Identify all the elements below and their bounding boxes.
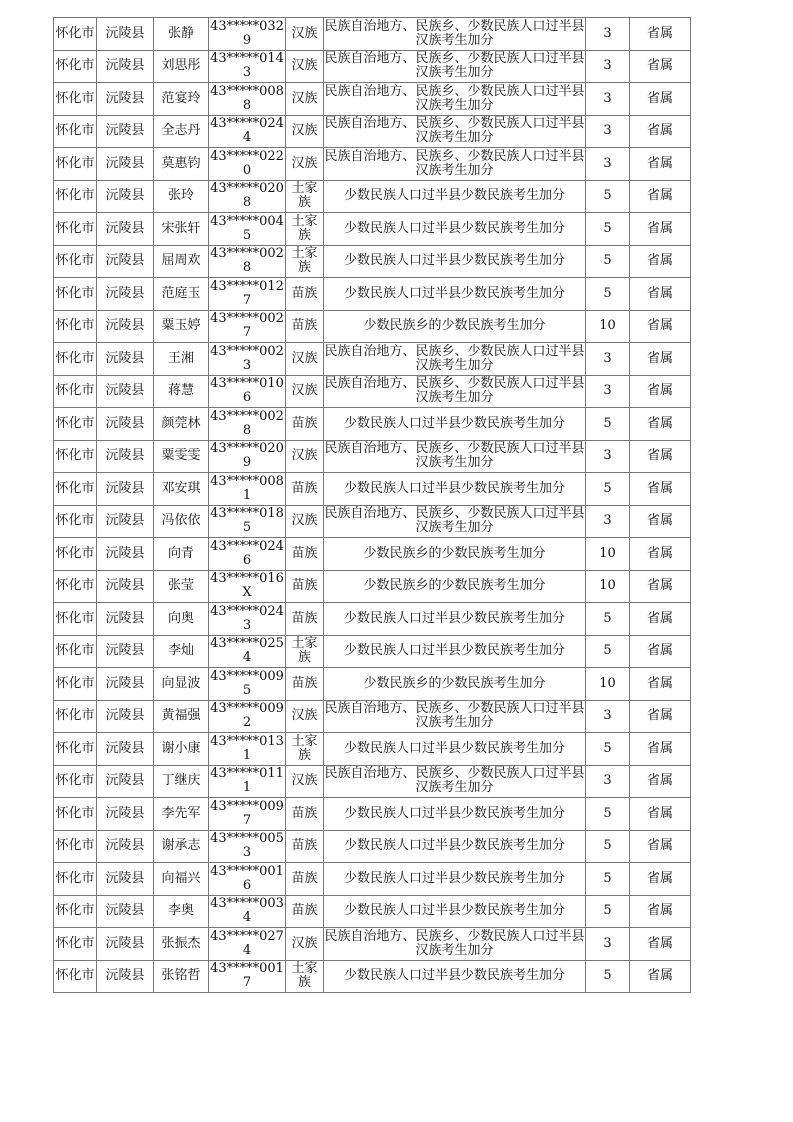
county-cell: 沅陵县: [97, 700, 154, 733]
county-cell: 沅陵县: [97, 310, 154, 343]
name-cell: 邓安琪: [154, 473, 209, 506]
name-cell: 蒋慧: [154, 375, 209, 408]
city-cell: 怀化市: [54, 733, 97, 766]
authority-level-cell: 省属: [630, 115, 691, 148]
name-cell: 刘思彤: [154, 50, 209, 83]
authority-level-cell: 省属: [630, 700, 691, 733]
county-cell: 沅陵县: [97, 635, 154, 668]
county-cell: 沅陵县: [97, 278, 154, 311]
id-number-cell: 43*****016X: [209, 570, 286, 603]
ethnicity-cell: 汉族: [286, 700, 324, 733]
id-number-cell: 43*****0017: [209, 960, 286, 993]
bonus-reason-cell: 少数民族人口过半县少数民族考生加分: [324, 408, 586, 441]
city-cell: 怀化市: [54, 798, 97, 831]
name-cell: 粟雯雯: [154, 440, 209, 473]
county-cell: 沅陵县: [97, 343, 154, 376]
name-cell: 粟玉婷: [154, 310, 209, 343]
bonus-reason-cell: 少数民族人口过半县少数民族考生加分: [324, 278, 586, 311]
bonus-points-cell: 5: [586, 960, 630, 993]
ethnicity-cell: 苗族: [286, 310, 324, 343]
county-cell: 沅陵县: [97, 83, 154, 116]
name-cell: 冯依依: [154, 505, 209, 538]
id-number-cell: 43*****0111: [209, 765, 286, 798]
county-cell: 沅陵县: [97, 50, 154, 83]
name-cell: 全志丹: [154, 115, 209, 148]
city-cell: 怀化市: [54, 50, 97, 83]
bonus-points-cell: 3: [586, 148, 630, 181]
authority-level-cell: 省属: [630, 245, 691, 278]
ethnicity-cell: 土家族: [286, 733, 324, 766]
id-number-cell: 43*****0208: [209, 180, 286, 213]
ethnicity-cell: 苗族: [286, 473, 324, 506]
id-number-cell: 43*****0274: [209, 928, 286, 961]
ethnicity-cell: 土家族: [286, 635, 324, 668]
bonus-points-cell: 5: [586, 603, 630, 636]
county-cell: 沅陵县: [97, 505, 154, 538]
name-cell: 颜莞林: [154, 408, 209, 441]
bonus-points-cell: 3: [586, 18, 630, 51]
table-row: [54, 863, 691, 896]
name-cell: 张静: [154, 18, 209, 51]
table-row: [54, 895, 691, 928]
bonus-points-cell: 3: [586, 50, 630, 83]
table-row: [54, 408, 691, 441]
name-cell: 向福兴: [154, 863, 209, 896]
city-cell: 怀化市: [54, 895, 97, 928]
id-number-cell: 43*****0053: [209, 830, 286, 863]
city-cell: 怀化市: [54, 148, 97, 181]
bonus-points-table: [53, 17, 691, 993]
id-number-cell: 43*****0143: [209, 50, 286, 83]
city-cell: 怀化市: [54, 765, 97, 798]
bonus-reason-cell: 少数民族人口过半县少数民族考生加分: [324, 635, 586, 668]
bonus-reason-cell: 少数民族人口过半县少数民族考生加分: [324, 473, 586, 506]
authority-level-cell: 省属: [630, 798, 691, 831]
county-cell: 沅陵县: [97, 830, 154, 863]
county-cell: 沅陵县: [97, 440, 154, 473]
bonus-points-cell: 5: [586, 635, 630, 668]
bonus-points-cell: 3: [586, 115, 630, 148]
id-number-cell: 43*****0023: [209, 343, 286, 376]
authority-level-cell: 省属: [630, 50, 691, 83]
name-cell: 丁继庆: [154, 765, 209, 798]
table-row: [54, 538, 691, 571]
id-number-cell: 43*****0127: [209, 278, 286, 311]
bonus-reason-cell: 少数民族乡的少数民族考生加分: [324, 310, 586, 343]
authority-level-cell: 省属: [630, 928, 691, 961]
authority-level-cell: 省属: [630, 440, 691, 473]
authority-level-cell: 省属: [630, 830, 691, 863]
ethnicity-cell: 汉族: [286, 375, 324, 408]
bonus-reason-cell: 少数民族乡的少数民族考生加分: [324, 538, 586, 571]
table-row: [54, 18, 691, 51]
bonus-points-cell: 3: [586, 765, 630, 798]
county-cell: 沅陵县: [97, 180, 154, 213]
county-cell: 沅陵县: [97, 473, 154, 506]
table-row: [54, 700, 691, 733]
ethnicity-cell: 苗族: [286, 830, 324, 863]
city-cell: 怀化市: [54, 115, 97, 148]
bonus-points-cell: 5: [586, 798, 630, 831]
ethnicity-cell: 苗族: [286, 570, 324, 603]
bonus-points-cell: 5: [586, 895, 630, 928]
bonus-reason-cell: 少数民族人口过半县少数民族考生加分: [324, 733, 586, 766]
bonus-reason-cell: 民族自治地方、民族乡、少数民族人口过半县汉族考生加分: [324, 440, 586, 473]
city-cell: 怀化市: [54, 668, 97, 701]
city-cell: 怀化市: [54, 603, 97, 636]
id-number-cell: 43*****0095: [209, 668, 286, 701]
name-cell: 屈周欢: [154, 245, 209, 278]
authority-level-cell: 省属: [630, 408, 691, 441]
city-cell: 怀化市: [54, 408, 97, 441]
bonus-reason-cell: 民族自治地方、民族乡、少数民族人口过半县汉族考生加分: [324, 928, 586, 961]
table-row: [54, 830, 691, 863]
authority-level-cell: 省属: [630, 375, 691, 408]
name-cell: 李先军: [154, 798, 209, 831]
ethnicity-cell: 汉族: [286, 83, 324, 116]
bonus-reason-cell: 少数民族人口过半县少数民族考生加分: [324, 180, 586, 213]
bonus-points-cell: 5: [586, 733, 630, 766]
table-row: [54, 505, 691, 538]
ethnicity-cell: 土家族: [286, 245, 324, 278]
city-cell: 怀化市: [54, 830, 97, 863]
bonus-reason-cell: 民族自治地方、民族乡、少数民族人口过半县汉族考生加分: [324, 343, 586, 376]
authority-level-cell: 省属: [630, 733, 691, 766]
table-row: [54, 245, 691, 278]
authority-level-cell: 省属: [630, 213, 691, 246]
id-number-cell: 43*****0028: [209, 408, 286, 441]
ethnicity-cell: 土家族: [286, 180, 324, 213]
county-cell: 沅陵县: [97, 798, 154, 831]
table-row: [54, 148, 691, 181]
city-cell: 怀化市: [54, 180, 97, 213]
authority-level-cell: 省属: [630, 18, 691, 51]
city-cell: 怀化市: [54, 245, 97, 278]
bonus-reason-cell: 民族自治地方、民族乡、少数民族人口过半县汉族考生加分: [324, 83, 586, 116]
table-row: [54, 473, 691, 506]
bonus-points-cell: 3: [586, 928, 630, 961]
table-row: [54, 960, 691, 993]
id-number-cell: 43*****0131: [209, 733, 286, 766]
id-number-cell: 43*****0244: [209, 115, 286, 148]
ethnicity-cell: 苗族: [286, 408, 324, 441]
city-cell: 怀化市: [54, 440, 97, 473]
authority-level-cell: 省属: [630, 538, 691, 571]
table-row: [54, 213, 691, 246]
county-cell: 沅陵县: [97, 115, 154, 148]
bonus-points-cell: 5: [586, 180, 630, 213]
authority-level-cell: 省属: [630, 180, 691, 213]
authority-level-cell: 省属: [630, 895, 691, 928]
city-cell: 怀化市: [54, 570, 97, 603]
ethnicity-cell: 汉族: [286, 505, 324, 538]
table-row: [54, 635, 691, 668]
ethnicity-cell: 汉族: [286, 765, 324, 798]
name-cell: 张铭哲: [154, 960, 209, 993]
name-cell: 张玲: [154, 180, 209, 213]
name-cell: 宋张轩: [154, 213, 209, 246]
table-row: [54, 798, 691, 831]
bonus-reason-cell: 少数民族人口过半县少数民族考生加分: [324, 895, 586, 928]
ethnicity-cell: 苗族: [286, 863, 324, 896]
id-number-cell: 43*****0028: [209, 245, 286, 278]
authority-level-cell: 省属: [630, 863, 691, 896]
county-cell: 沅陵县: [97, 408, 154, 441]
county-cell: 沅陵县: [97, 895, 154, 928]
authority-level-cell: 省属: [630, 278, 691, 311]
bonus-points-cell: 5: [586, 408, 630, 441]
bonus-reason-cell: 少数民族人口过半县少数民族考生加分: [324, 960, 586, 993]
id-number-cell: 43*****0185: [209, 505, 286, 538]
bonus-reason-cell: 民族自治地方、民族乡、少数民族人口过半县汉族考生加分: [324, 765, 586, 798]
ethnicity-cell: 汉族: [286, 440, 324, 473]
city-cell: 怀化市: [54, 473, 97, 506]
ethnicity-cell: 汉族: [286, 928, 324, 961]
county-cell: 沅陵县: [97, 148, 154, 181]
id-number-cell: 43*****0045: [209, 213, 286, 246]
name-cell: 黄福强: [154, 700, 209, 733]
id-number-cell: 43*****0092: [209, 700, 286, 733]
county-cell: 沅陵县: [97, 928, 154, 961]
authority-level-cell: 省属: [630, 603, 691, 636]
ethnicity-cell: 苗族: [286, 278, 324, 311]
county-cell: 沅陵县: [97, 570, 154, 603]
ethnicity-cell: 土家族: [286, 960, 324, 993]
bonus-points-cell: 10: [586, 310, 630, 343]
name-cell: 李灿: [154, 635, 209, 668]
city-cell: 怀化市: [54, 18, 97, 51]
id-number-cell: 43*****0243: [209, 603, 286, 636]
bonus-points-cell: 5: [586, 830, 630, 863]
authority-level-cell: 省属: [630, 310, 691, 343]
ethnicity-cell: 汉族: [286, 115, 324, 148]
name-cell: 向奥: [154, 603, 209, 636]
id-number-cell: 43*****0016: [209, 863, 286, 896]
authority-level-cell: 省属: [630, 505, 691, 538]
table-row: [54, 278, 691, 311]
authority-level-cell: 省属: [630, 635, 691, 668]
table-row: [54, 733, 691, 766]
bonus-points-cell: 3: [586, 700, 630, 733]
county-cell: 沅陵县: [97, 733, 154, 766]
city-cell: 怀化市: [54, 505, 97, 538]
bonus-points-cell: 3: [586, 83, 630, 116]
city-cell: 怀化市: [54, 375, 97, 408]
name-cell: 范庭玉: [154, 278, 209, 311]
county-cell: 沅陵县: [97, 245, 154, 278]
bonus-reason-cell: 少数民族人口过半县少数民族考生加分: [324, 863, 586, 896]
bonus-points-cell: 5: [586, 863, 630, 896]
table-row: [54, 440, 691, 473]
bonus-reason-cell: 民族自治地方、民族乡、少数民族人口过半县汉族考生加分: [324, 115, 586, 148]
ethnicity-cell: 苗族: [286, 603, 324, 636]
city-cell: 怀化市: [54, 928, 97, 961]
name-cell: 张莹: [154, 570, 209, 603]
name-cell: 向青: [154, 538, 209, 571]
table-row: [54, 180, 691, 213]
ethnicity-cell: 苗族: [286, 538, 324, 571]
bonus-reason-cell: 少数民族人口过半县少数民族考生加分: [324, 603, 586, 636]
ethnicity-cell: 苗族: [286, 668, 324, 701]
city-cell: 怀化市: [54, 213, 97, 246]
city-cell: 怀化市: [54, 863, 97, 896]
ethnicity-cell: 汉族: [286, 18, 324, 51]
county-cell: 沅陵县: [97, 960, 154, 993]
id-number-cell: 43*****0106: [209, 375, 286, 408]
table-row: [54, 765, 691, 798]
name-cell: 向显波: [154, 668, 209, 701]
bonus-points-cell: 5: [586, 473, 630, 506]
name-cell: 范宴玲: [154, 83, 209, 116]
county-cell: 沅陵县: [97, 213, 154, 246]
city-cell: 怀化市: [54, 83, 97, 116]
table-row: [54, 603, 691, 636]
name-cell: 张振杰: [154, 928, 209, 961]
table-row: [54, 928, 691, 961]
id-number-cell: 43*****0209: [209, 440, 286, 473]
city-cell: 怀化市: [54, 343, 97, 376]
name-cell: 李奥: [154, 895, 209, 928]
id-number-cell: 43*****0081: [209, 473, 286, 506]
bonus-points-cell: 10: [586, 668, 630, 701]
county-cell: 沅陵县: [97, 603, 154, 636]
table-row: [54, 570, 691, 603]
ethnicity-cell: 汉族: [286, 343, 324, 376]
id-number-cell: 43*****0097: [209, 798, 286, 831]
authority-level-cell: 省属: [630, 148, 691, 181]
bonus-reason-cell: 少数民族乡的少数民族考生加分: [324, 570, 586, 603]
ethnicity-cell: 苗族: [286, 798, 324, 831]
table-row: [54, 50, 691, 83]
authority-level-cell: 省属: [630, 668, 691, 701]
name-cell: 莫惠钧: [154, 148, 209, 181]
county-cell: 沅陵县: [97, 765, 154, 798]
table-row: [54, 310, 691, 343]
bonus-reason-cell: 民族自治地方、民族乡、少数民族人口过半县汉族考生加分: [324, 375, 586, 408]
bonus-reason-cell: 民族自治地方、民族乡、少数民族人口过半县汉族考生加分: [324, 505, 586, 538]
bonus-reason-cell: 民族自治地方、民族乡、少数民族人口过半县汉族考生加分: [324, 50, 586, 83]
ethnicity-cell: 苗族: [286, 895, 324, 928]
id-number-cell: 43*****0329: [209, 18, 286, 51]
county-cell: 沅陵县: [97, 18, 154, 51]
city-cell: 怀化市: [54, 278, 97, 311]
ethnicity-cell: 汉族: [286, 148, 324, 181]
id-number-cell: 43*****0254: [209, 635, 286, 668]
bonus-reason-cell: 民族自治地方、民族乡、少数民族人口过半县汉族考生加分: [324, 148, 586, 181]
city-cell: 怀化市: [54, 310, 97, 343]
bonus-points-cell: 3: [586, 440, 630, 473]
ethnicity-cell: 汉族: [286, 50, 324, 83]
id-number-cell: 43*****0027: [209, 310, 286, 343]
bonus-points-cell: 10: [586, 570, 630, 603]
table-row: [54, 668, 691, 701]
id-number-cell: 43*****0246: [209, 538, 286, 571]
name-cell: 王湘: [154, 343, 209, 376]
table-row: [54, 375, 691, 408]
city-cell: 怀化市: [54, 538, 97, 571]
id-number-cell: 43*****0034: [209, 895, 286, 928]
county-cell: 沅陵县: [97, 863, 154, 896]
city-cell: 怀化市: [54, 700, 97, 733]
city-cell: 怀化市: [54, 635, 97, 668]
city-cell: 怀化市: [54, 960, 97, 993]
bonus-points-cell: 5: [586, 278, 630, 311]
bonus-points-cell: 5: [586, 245, 630, 278]
table-body: [54, 18, 691, 993]
id-number-cell: 43*****0088: [209, 83, 286, 116]
authority-level-cell: 省属: [630, 343, 691, 376]
county-cell: 沅陵县: [97, 538, 154, 571]
bonus-points-cell: 3: [586, 375, 630, 408]
table-row: [54, 343, 691, 376]
bonus-points-cell: 5: [586, 213, 630, 246]
bonus-reason-cell: 民族自治地方、民族乡、少数民族人口过半县汉族考生加分: [324, 700, 586, 733]
authority-level-cell: 省属: [630, 960, 691, 993]
authority-level-cell: 省属: [630, 765, 691, 798]
authority-level-cell: 省属: [630, 570, 691, 603]
county-cell: 沅陵县: [97, 375, 154, 408]
authority-level-cell: 省属: [630, 83, 691, 116]
ethnicity-cell: 土家族: [286, 213, 324, 246]
bonus-reason-cell: 少数民族人口过半县少数民族考生加分: [324, 213, 586, 246]
bonus-reason-cell: 少数民族乡的少数民族考生加分: [324, 668, 586, 701]
bonus-points-cell: 3: [586, 343, 630, 376]
table-row: [54, 83, 691, 116]
bonus-points-cell: 3: [586, 505, 630, 538]
name-cell: 谢小康: [154, 733, 209, 766]
bonus-reason-cell: 少数民族人口过半县少数民族考生加分: [324, 245, 586, 278]
authority-level-cell: 省属: [630, 473, 691, 506]
bonus-reason-cell: 少数民族人口过半县少数民族考生加分: [324, 830, 586, 863]
bonus-reason-cell: 民族自治地方、民族乡、少数民族人口过半县汉族考生加分: [324, 18, 586, 51]
table-row: [54, 115, 691, 148]
bonus-points-cell: 10: [586, 538, 630, 571]
bonus-reason-cell: 少数民族人口过半县少数民族考生加分: [324, 798, 586, 831]
id-number-cell: 43*****0220: [209, 148, 286, 181]
county-cell: 沅陵县: [97, 668, 154, 701]
name-cell: 谢承志: [154, 830, 209, 863]
